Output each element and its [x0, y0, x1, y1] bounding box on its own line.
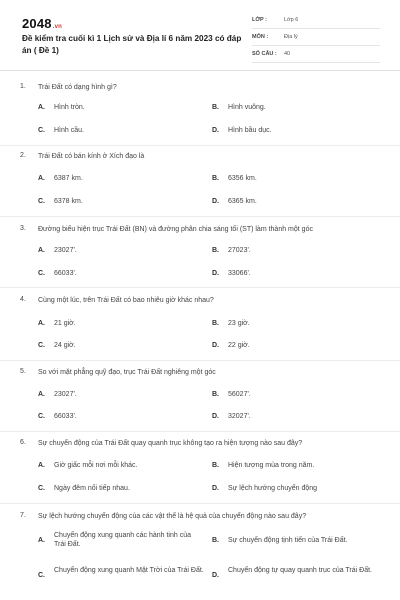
- option-text: 33066'.: [228, 270, 251, 277]
- option-text: Hình bầu dục.: [228, 127, 272, 134]
- option-text: Chuyển động tự quay quanh trục của Trái Đất.: [228, 567, 372, 574]
- option-letter: C.: [38, 485, 45, 492]
- option-text: Chuyển động xung quanh Mặt Trời của Trái Đất.: [54, 567, 204, 574]
- option-letter: B.: [212, 320, 219, 327]
- option-text: 27023'.: [228, 247, 251, 254]
- option-letter: A.: [38, 175, 45, 182]
- meta-value: Địa lý: [284, 34, 298, 40]
- question-separator: [0, 503, 400, 504]
- option-letter: D.: [212, 413, 219, 420]
- option-text: 23027'.: [54, 247, 77, 254]
- option-letter: C.: [38, 127, 45, 134]
- question-number: 4.: [20, 296, 26, 303]
- option-letter: D.: [212, 485, 219, 492]
- meta-row-class: [252, 14, 380, 29]
- option-letter: D.: [212, 127, 219, 134]
- option-text: 23 giờ.: [228, 320, 250, 327]
- option-letter: C.: [38, 342, 45, 349]
- question-number: 7.: [20, 512, 26, 519]
- option-text: 6378 km.: [54, 198, 83, 205]
- option-text: 6365 km.: [228, 198, 257, 205]
- option-text: Chuyển động xung quanh các hành tinh của Trái Đất.: [54, 532, 191, 548]
- option-letter: B.: [212, 175, 219, 182]
- question-text: Đường biểu hiện trục Trái Đất (BN) và đường phân chia sáng tối (ST) làm thành một góc: [38, 226, 313, 233]
- option-text: Hình vuông.: [228, 104, 266, 111]
- logo-suffix: .vn: [52, 24, 63, 30]
- question-text: Cùng một lúc, trên Trái Đất có bao nhiêu giờ khác nhau?: [38, 297, 214, 304]
- option-letter: B.: [212, 104, 219, 111]
- question-number: 3.: [20, 225, 26, 232]
- option-text: 66033'.: [54, 270, 77, 277]
- option-text: 22 giờ.: [228, 342, 250, 349]
- option-text: Hình tròn.: [54, 104, 85, 111]
- question-text: Trái Đất có dạng hình gì?: [38, 84, 117, 91]
- option-letter: D.: [212, 198, 219, 205]
- question-number: 6.: [20, 439, 26, 446]
- site-logo[interactable]: [22, 16, 62, 31]
- option-letter: A.: [38, 537, 45, 544]
- exam-title: Đề kiểm tra cuối kì 1 Lịch sử và Địa lí 6 năm 2023 có đáp án ( Đề 1): [22, 34, 242, 55]
- exam-meta: [252, 14, 380, 65]
- option-letter: D.: [212, 342, 219, 349]
- option-letter: D.: [212, 572, 219, 579]
- option-letter: B.: [212, 247, 219, 254]
- question-separator: [0, 145, 400, 146]
- option-text: 21 giờ.: [54, 320, 76, 327]
- option-letter: D.: [212, 270, 219, 277]
- option-text: Sự chuyển động tịnh tiến của Trái Đất.: [228, 537, 348, 544]
- question-number: 5.: [20, 368, 26, 375]
- meta-row-subject: [252, 31, 380, 46]
- option-text: Sự lệch hướng chuyển động: [228, 485, 318, 492]
- question-text: Sự chuyển động của Trái Đất quay quanh trục không tạo ra hiện tượng nào sau đây?: [38, 440, 303, 447]
- option-letter: C.: [38, 572, 45, 579]
- question-text: Trái Đất có bán kính ở Xích đạo là: [38, 153, 145, 160]
- question-separator: [0, 431, 400, 432]
- meta-value: Lớp 6: [284, 17, 299, 23]
- question-separator: [0, 360, 400, 361]
- question-separator: [0, 216, 400, 217]
- option-text: 56027'.: [228, 391, 251, 398]
- option-text: Hiện tượng mùa trong năm.: [228, 462, 315, 469]
- option-letter: B.: [212, 391, 219, 398]
- option-text: 24 giờ.: [54, 342, 76, 349]
- option-letter: B.: [212, 537, 219, 544]
- question-separator: [0, 287, 400, 288]
- page-header: [0, 0, 400, 72]
- logo-main: 2048: [22, 16, 52, 31]
- meta-value: 40: [284, 51, 291, 57]
- meta-label: SỐ CÂU :: [252, 51, 277, 57]
- meta-label: MÔN :: [252, 34, 269, 40]
- option-text: 66033'.: [54, 413, 77, 420]
- option-text: Giờ giấc mỗi nơi mỗi khác.: [54, 462, 138, 469]
- option-text: Hình cầu.: [54, 127, 84, 134]
- question-text: So với mặt phẳng quỹ đạo, trục Trái Đất nghiêng một góc: [38, 369, 216, 376]
- option-text: 23027'.: [54, 391, 77, 398]
- option-letter: C.: [38, 198, 45, 205]
- option-text: 32027'.: [228, 413, 251, 420]
- question-number: 2.: [20, 152, 26, 159]
- header-divider: [0, 70, 400, 71]
- option-text: 6356 km.: [228, 175, 257, 182]
- meta-row-count: [252, 48, 380, 63]
- option-letter: A.: [38, 104, 45, 111]
- option-letter: A.: [38, 391, 45, 398]
- option-letter: A.: [38, 247, 45, 254]
- question-text: Sự lệch hướng chuyển động của các vật thể là hệ quả của chuyển động nào sau đây?: [38, 513, 307, 520]
- option-letter: C.: [38, 413, 45, 420]
- option-text: Ngày đêm nối tiếp nhau.: [54, 485, 130, 492]
- option-text: 6387 km.: [54, 175, 83, 182]
- meta-label: LỚP :: [252, 17, 267, 23]
- question-number: 1.: [20, 83, 26, 90]
- option-letter: A.: [38, 462, 45, 469]
- option-letter: B.: [212, 462, 219, 469]
- option-letter: A.: [38, 320, 45, 327]
- option-letter: C.: [38, 270, 45, 277]
